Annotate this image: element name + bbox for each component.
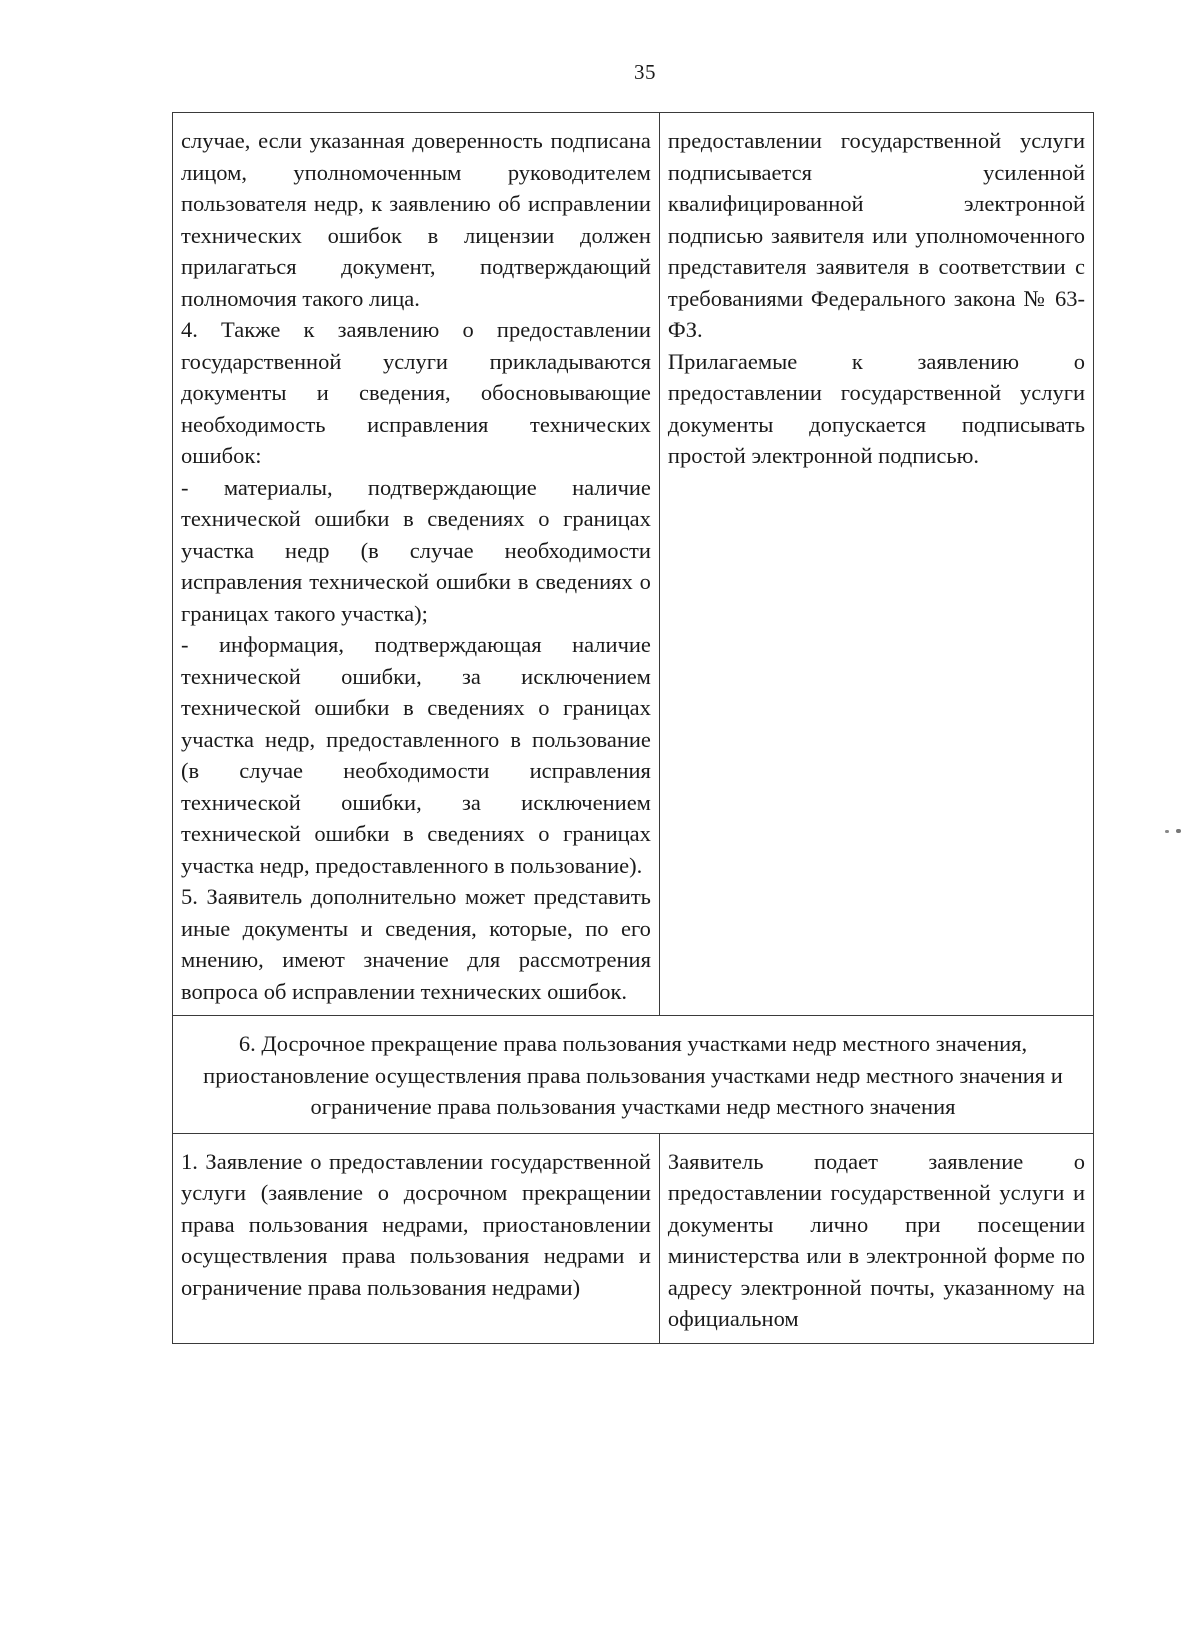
- paragraph: 1. Заявление о предоставлении государственной услуги (заявление о досрочном прекращении права пользования недрами, приостановлении осуществления права пользования недрами и ограничение права пользования недрами): [181, 1148, 651, 1300]
- document-table: [172, 112, 1094, 1344]
- table-cell-left: [173, 1133, 660, 1343]
- scan-speck: [1165, 830, 1169, 833]
- paragraph: Заявитель подает заявление о предоставлении государственной услуги и документы лично при посещении министерства или в электронной форме по адресу электронной почты, указанному на официальном: [667, 1148, 1085, 1331]
- table-row: [173, 113, 1094, 1016]
- table-cell-left: [173, 113, 660, 1016]
- section-heading: 6. Досрочное прекращение права пользования участками недр местного значения, приостановление осуществления права пользования участками недр местного значения и ограничение права пользования участками недр местного значения: [173, 1016, 1094, 1134]
- paragraph: предоставлении государственной услуги подписывается усиленной квалифицированной электронной подписью заявителя или уполномоченного представителя заявителя в соответствии с требованиями Федерального закона № 63-ФЗ.: [667, 128, 1085, 342]
- paragraph: Прилагаемые к заявлению о предоставлении государственной услуги документы допускается подписывать простой электронной подписью.: [667, 348, 1085, 468]
- table-cell-right: [659, 1133, 1093, 1343]
- table-cell-right: [659, 113, 1093, 1016]
- paragraph: 4. Также к заявлению о предоставлении государственной услуги прикладываются документы и сведения, обосновывающие необходимость исправления технических ошибок:: [181, 317, 651, 468]
- paragraph: - материалы, подтверждающие наличие технической ошибки в сведениях о границах участка недр (в случае необходимости исправления технической ошибки в сведениях о границах такого участка);: [181, 474, 651, 626]
- table-row: [173, 1133, 1094, 1343]
- scan-speck: [1176, 829, 1181, 833]
- paragraph: 5. Заявитель дополнительно может представить иные документы и сведения, которые, по его мнению, имеют значение для рассмотрения вопроса об исправлении технических ошибок.: [181, 884, 651, 1004]
- page-number: 35: [634, 60, 656, 84]
- section-heading-row: [173, 1016, 1094, 1134]
- paragraph: - информация, подтверждающая наличие технической ошибки, за исключением технической ошибки в сведениях о границах участка недр, предоставленного в пользование (в случае необходимости исправления технической ошибки, за исключением технической ошибки в сведениях о границах участка недр, предоставленного в пользование).: [181, 632, 651, 878]
- paragraph: случае, если указанная доверенность подписана лицом, уполномоченным руководителем пользователя недр, к заявлению об исправлении технических ошибок в лицензии должен прилагаться документ, подтверждающий полномочия такого лица.: [181, 128, 651, 311]
